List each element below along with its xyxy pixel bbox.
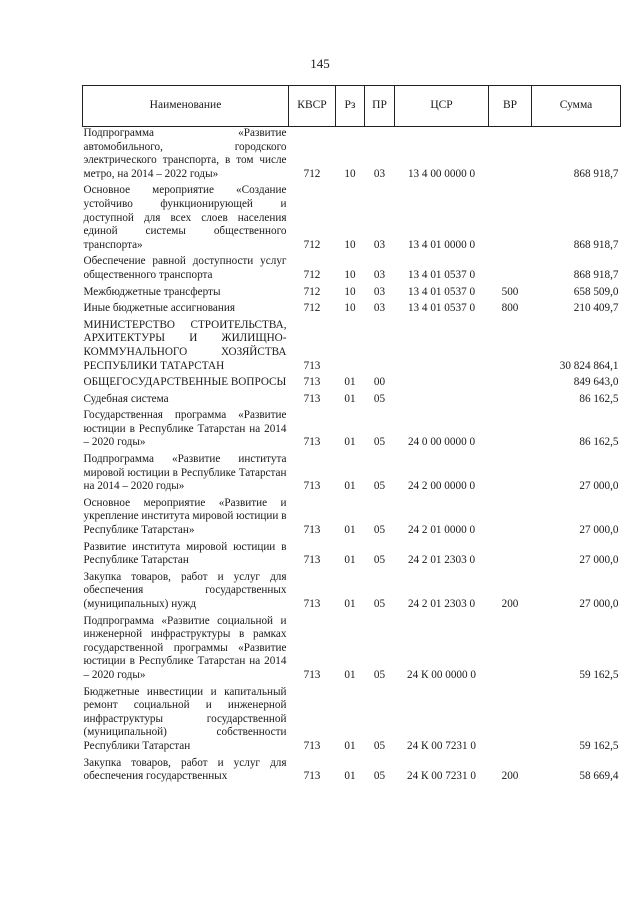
row-csr [395, 376, 489, 393]
row-vr: 800 [501, 302, 519, 315]
row-rz: 01 [344, 554, 356, 567]
row-kvsr: 713 [303, 359, 321, 372]
row-pr: 03 [373, 268, 386, 281]
header-kvsr: КВСР [289, 86, 336, 127]
row-vr [489, 255, 532, 285]
row-vr [489, 393, 532, 410]
row-kvsr: 713 [303, 480, 321, 493]
header-pr: ПР [365, 86, 395, 127]
table-row [83, 541, 621, 571]
row-csr: 13 4 00 0000 0 [407, 167, 476, 180]
row-kvsr: 712 [303, 268, 321, 281]
row-csr: 24 2 00 0000 0 [407, 480, 476, 493]
row-vr [489, 376, 532, 393]
row-name: Основное мероприятие «Развитие и укрепление института мировой юстиции в Республике Татарстан» [83, 496, 287, 537]
table-row [83, 127, 621, 185]
table-row [83, 686, 621, 757]
row-vr [489, 686, 532, 757]
row-kvsr: 712 [303, 238, 321, 251]
row-sum: 868 918,7 [573, 238, 619, 251]
row-rz: 10 [344, 268, 356, 281]
row-kvsr: 713 [303, 598, 321, 610]
row-name: Подпрограмма «Развитие института мировой юстиции в Республике Татарстан на 2014 – 2020 годы» [83, 453, 287, 493]
row-rz: 01 [344, 524, 356, 537]
table-row [83, 286, 621, 303]
row-kvsr: 713 [303, 770, 321, 783]
row-csr: 24 0 00 0000 0 [407, 436, 476, 449]
row-csr: 24 2 01 2303 0 [407, 598, 476, 610]
table-row [83, 255, 621, 285]
table-row [83, 615, 621, 686]
row-pr [365, 319, 395, 376]
row-kvsr: 712 [303, 167, 321, 180]
row-pr: 03 [373, 167, 386, 180]
row-vr: 200 [501, 770, 519, 783]
row-name: Закупка товаров, работ и услуг для обеспечения государственных [83, 756, 287, 783]
row-rz: 01 [344, 392, 356, 405]
row-vr [489, 541, 532, 571]
row-sum: 59 162,5 [579, 739, 619, 752]
row-sum: 86 162,5 [579, 436, 619, 449]
row-rz: 10 [344, 238, 356, 251]
row-vr [489, 127, 532, 185]
row-vr [489, 409, 532, 453]
table-row [83, 571, 621, 615]
row-csr [395, 393, 489, 410]
table-row [83, 497, 621, 541]
row-name: Развитие института мировой юстиции в Республике Татарстан [83, 540, 287, 567]
table-header [83, 86, 621, 127]
table-row [83, 453, 621, 497]
row-rz: 10 [344, 167, 356, 180]
row-rz: 10 [344, 285, 356, 298]
row-pr: 05 [373, 524, 386, 537]
table-row [83, 302, 621, 319]
row-kvsr: 713 [303, 436, 321, 449]
row-name: МИНИСТЕРСТВО СТРОИТЕЛЬСТВА, АРХИТЕКТУРЫ И ЖИЛИЩНО-КОММУНАЛЬНОГО ХОЗЯЙСТВА РЕСПУБЛИКИ ТАТАРСТАН [83, 318, 287, 372]
row-csr: 24 К 00 7231 0 [407, 739, 476, 752]
row-name: ОБЩЕГОСУДАРСТВЕННЫЕ ВОПРОСЫ [83, 376, 287, 389]
row-vr [489, 319, 532, 376]
table-body [83, 127, 621, 787]
row-pr: 05 [373, 480, 386, 493]
row-csr: 24 К 00 7231 0 [407, 770, 476, 783]
row-vr: 500 [501, 285, 519, 298]
row-sum: 86 162,5 [579, 392, 619, 405]
row-sum: 30 824 864,1 [559, 359, 619, 372]
row-sum: 27 000,0 [579, 524, 619, 537]
table-row [83, 376, 621, 393]
row-csr: 24 2 01 0000 0 [407, 524, 476, 537]
row-name: Основное мероприятие «Создание устойчиво функционирующей и доступной для всех слоев населения единой системы общественного транспорта» [83, 184, 287, 251]
row-kvsr: 713 [303, 392, 321, 405]
table-row [83, 757, 621, 787]
row-pr: 05 [373, 392, 386, 405]
row-rz: 01 [344, 668, 356, 681]
row-pr: 03 [373, 285, 386, 298]
row-pr: 03 [373, 302, 386, 315]
header-vr: ВР [489, 86, 532, 127]
row-sum: 849 643,0 [573, 376, 619, 389]
row-rz: 01 [344, 770, 356, 783]
row-csr: 24 К 00 0000 0 [407, 668, 476, 681]
row-rz: 01 [344, 436, 356, 449]
row-rz: 01 [344, 376, 356, 389]
row-csr: 13 4 01 0537 0 [407, 268, 476, 281]
row-sum: 868 918,7 [573, 167, 619, 180]
row-name: Бюджетные инвестиции и капитальный ремонт социальной и инженерной инфраструктуры государственной (муниципальной) собственности Республики Татарстан [83, 685, 287, 752]
row-vr: 200 [501, 598, 519, 610]
row-sum: 658 509,0 [573, 285, 619, 298]
row-sum: 59 162,5 [579, 668, 619, 681]
row-name: Закупка товаров, работ и услуг для обеспечения государственных (муниципальных) нужд [83, 570, 287, 610]
row-kvsr: 713 [303, 668, 321, 681]
row-pr: 00 [373, 376, 386, 389]
row-pr: 05 [373, 770, 386, 783]
row-pr: 05 [373, 436, 386, 449]
row-kvsr: 713 [303, 554, 321, 567]
row-pr: 05 [373, 668, 386, 681]
row-name: Судебная система [83, 392, 169, 405]
row-sum: 27 000,0 [579, 554, 619, 567]
table-row [83, 184, 621, 255]
row-rz: 01 [344, 739, 356, 752]
row-csr: 13 4 01 0000 0 [407, 238, 476, 251]
table-row [83, 409, 621, 453]
row-vr [489, 453, 532, 497]
row-pr: 03 [373, 238, 386, 251]
row-sum: 27 000,0 [579, 480, 619, 493]
header-row [83, 86, 621, 127]
row-vr [489, 184, 532, 255]
row-rz: 10 [344, 302, 356, 315]
row-csr: 24 2 01 2303 0 [407, 554, 476, 567]
row-csr [395, 319, 489, 376]
row-sum: 210 409,7 [573, 302, 619, 315]
row-vr [489, 497, 532, 541]
row-pr: 05 [373, 739, 386, 752]
row-sum: 868 918,7 [573, 268, 619, 281]
row-kvsr: 713 [303, 376, 321, 389]
header-rz: Рз [336, 86, 365, 127]
row-rz: 01 [344, 598, 356, 610]
row-kvsr: 713 [303, 739, 321, 752]
row-name: Подпрограмма «Развитие автомобильного, городского электрического транспорта, в том числе метро, на 2014 – 2022 годы» [83, 127, 287, 180]
row-vr [489, 615, 532, 686]
row-pr: 05 [373, 554, 386, 567]
table-row [83, 319, 621, 376]
row-name: Межбюджетные трансферты [83, 285, 221, 298]
header-sum: Сумма [532, 86, 621, 127]
row-name: Иные бюджетные ассигнования [83, 302, 235, 315]
row-sum: 58 669,4 [579, 770, 619, 783]
row-csr: 13 4 01 0537 0 [407, 285, 476, 298]
row-name: Государственная программа «Развитие юстиции в Республике Татарстан на 2014 – 2020 годы» [83, 409, 287, 449]
row-kvsr: 712 [303, 285, 321, 298]
row-csr: 13 4 01 0537 0 [407, 302, 476, 315]
header-csr: ЦСР [395, 86, 489, 127]
header-name: Наименование [83, 86, 289, 127]
row-rz: 01 [344, 480, 356, 493]
row-kvsr: 712 [303, 302, 321, 315]
row-rz [336, 319, 365, 376]
row-name: Подпрограмма «Развитие социальной и инженерной инфраструктуры в рамках государственной программы «Развитие юстиции в Республике Татарстан на 2014 – 2020 годы» [83, 614, 287, 681]
row-pr: 05 [373, 598, 386, 610]
row-name: Обеспечение равной доступности услуг общественного транспорта [83, 255, 287, 281]
page-number: 145 [310, 56, 330, 71]
budget-table [82, 85, 621, 787]
row-kvsr: 713 [303, 524, 321, 537]
row-sum: 27 000,0 [579, 598, 619, 610]
table-row [83, 393, 621, 410]
